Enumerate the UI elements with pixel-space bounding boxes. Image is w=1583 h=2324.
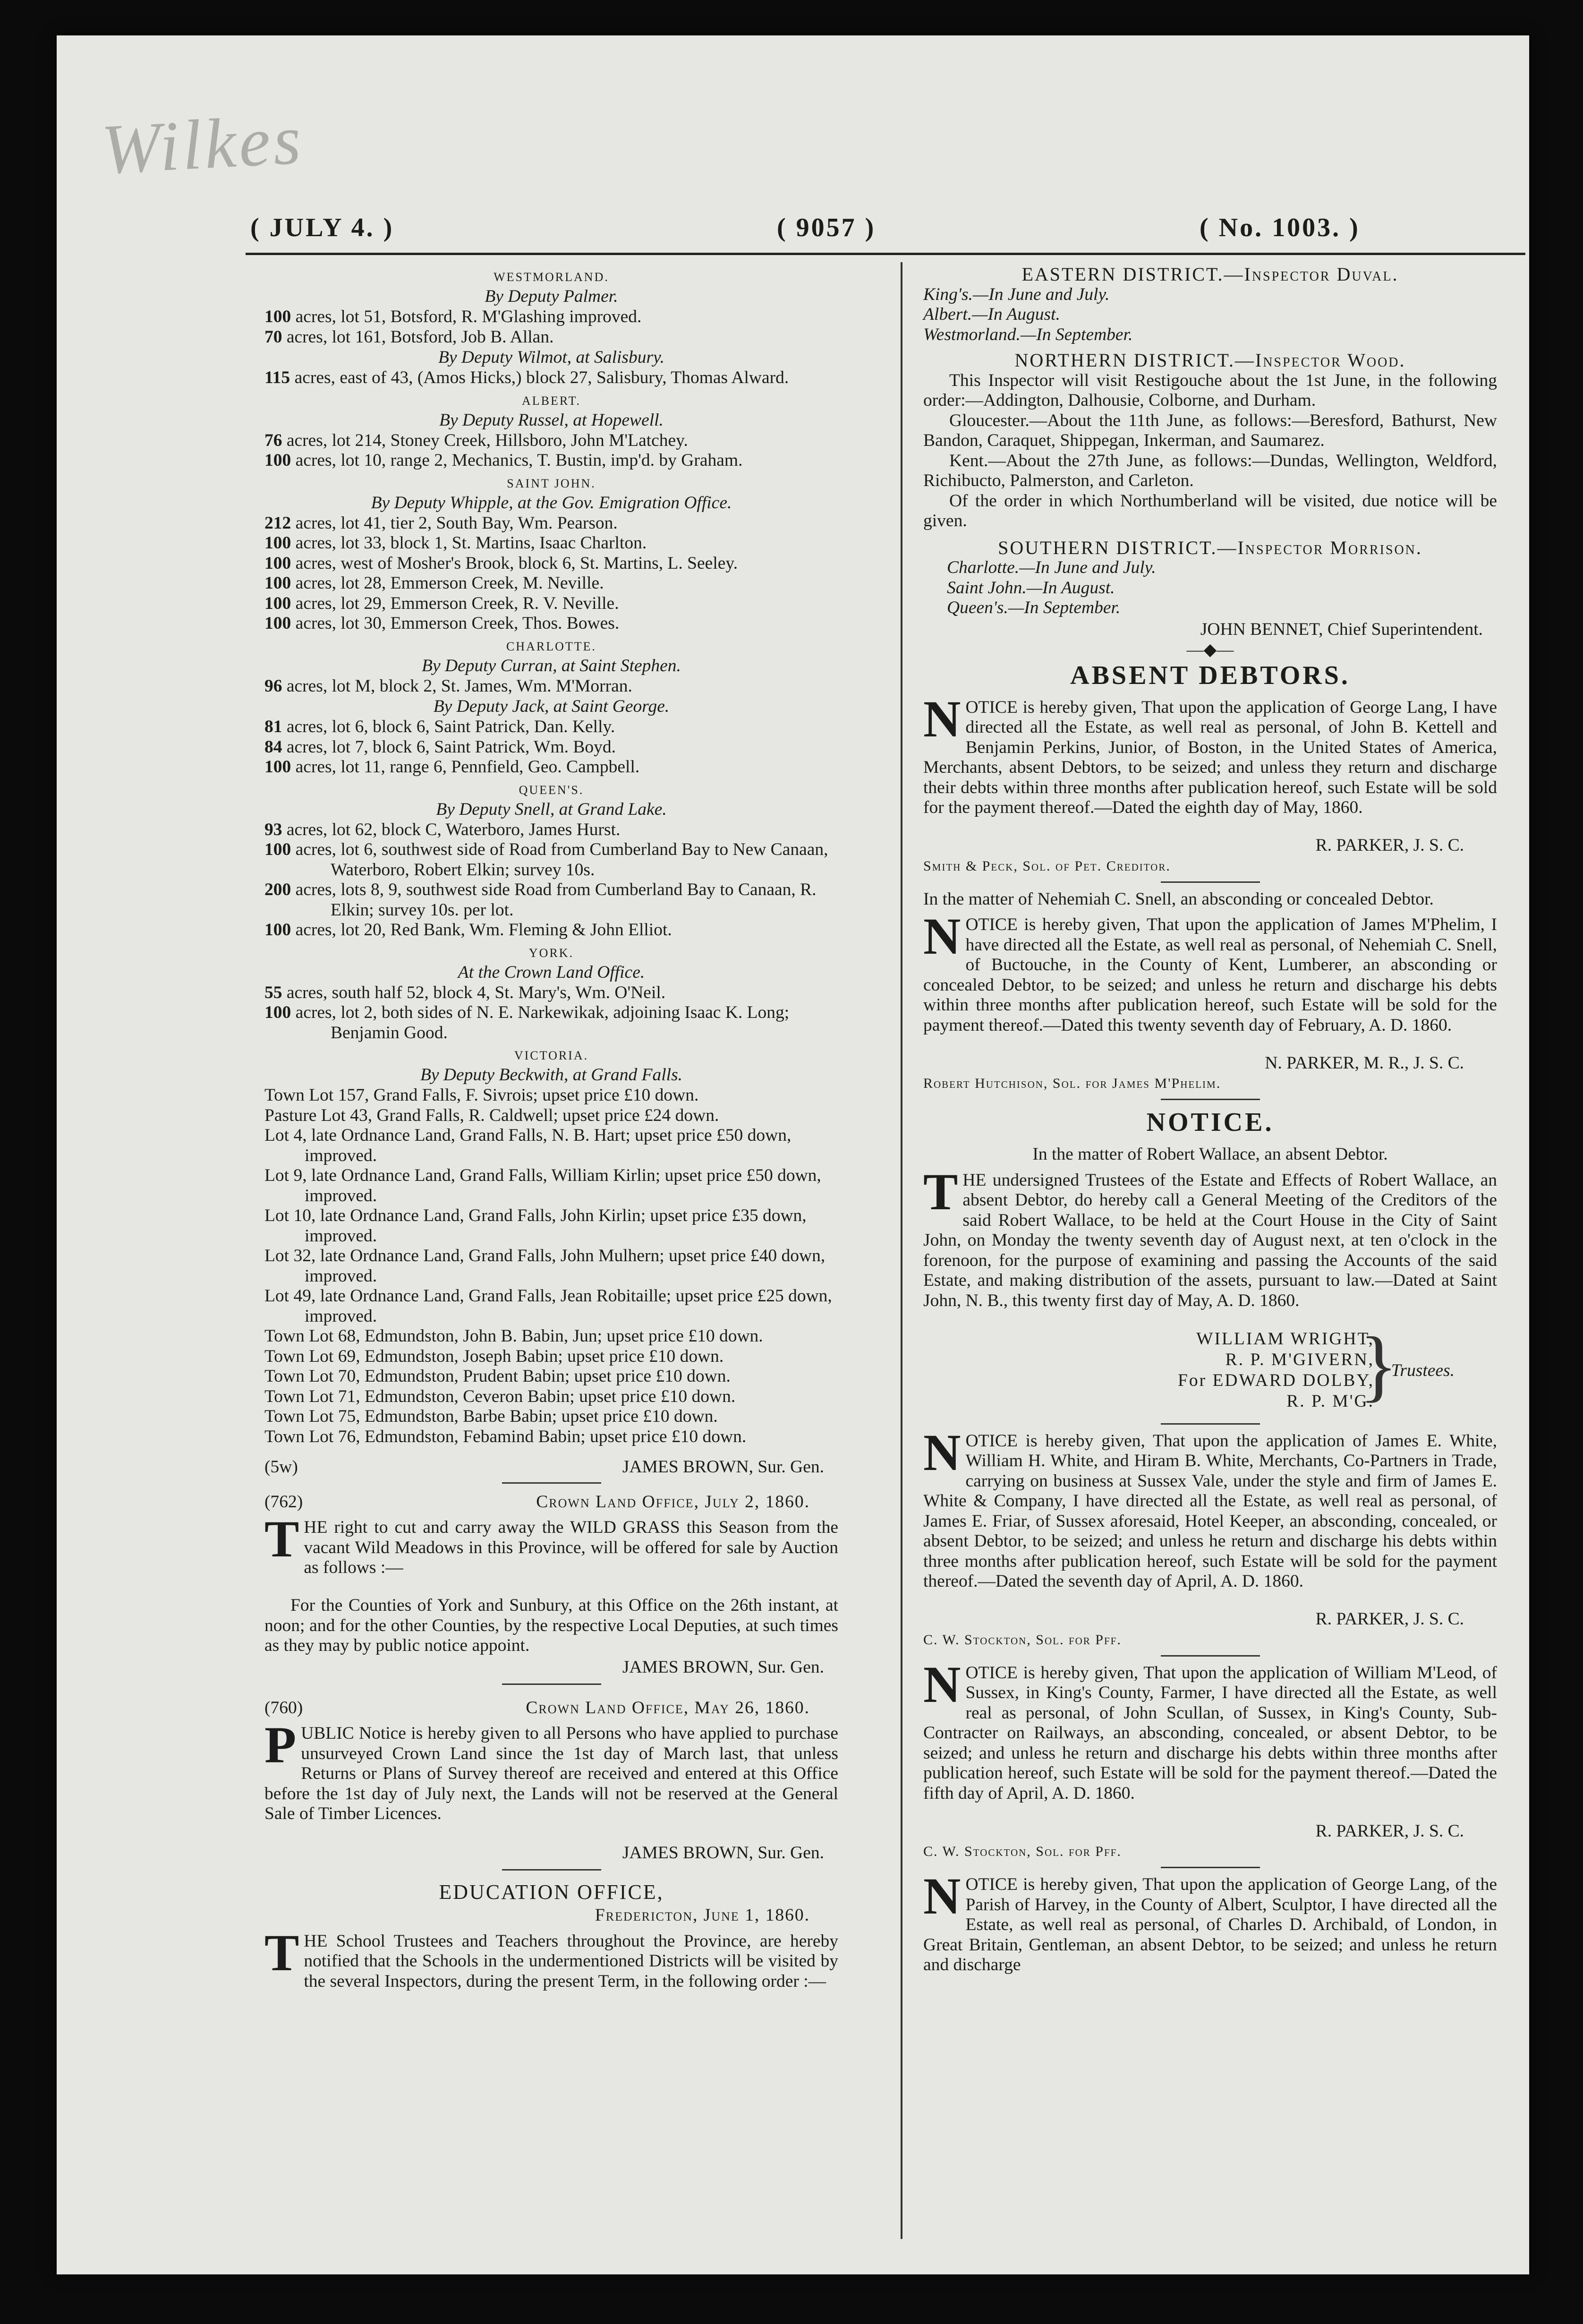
wild-grass-notice: THE right to cut and carry away the WILD GRASS this Season from the vacant Wild Meadows in this Province, will be offered for sale by Auction as follows :—	[264, 1510, 838, 1577]
trustee-name: For EDWARD DOLBY,	[1178, 1370, 1374, 1390]
signature: R. PARKER, J. S. C.	[1315, 836, 1464, 855]
handwritten-annotation: Wilkes	[99, 100, 306, 189]
district-schedule-line: Charlotte.—In June and July.	[947, 558, 1156, 577]
land-entry: 100 acres, lot 2, both sides of N. E. Narkewikak, adjoining Isaac K. Long; Benjamin Good.	[264, 1003, 790, 1042]
signature: JAMES BROWN, Sur. Gen.	[622, 1457, 824, 1477]
deputy-line: By Deputy Whipple, at the Gov. Emigration Office.	[371, 493, 732, 513]
notice-title: NOTICE.	[1146, 1108, 1274, 1137]
ornament-divider: —◆—	[1186, 640, 1234, 659]
section-rule	[502, 1482, 601, 1484]
county-heading-albert: ALBERT.	[521, 393, 581, 408]
land-entry: 81 acres, lot 6, block 6, Saint Patrick, Dan. Kelly.	[264, 717, 615, 736]
gazette-page	[57, 35, 1529, 2274]
deputy-line: By Deputy Beckwith, at Grand Falls.	[420, 1065, 683, 1085]
trustee-name: R. P. M'GIVERN,	[1225, 1350, 1374, 1369]
town-lot-entry: Town Lot 157, Grand Falls, F. Sivrois; upset price £10 down.	[264, 1085, 699, 1105]
section-rule	[1161, 1423, 1260, 1425]
deputy-line: By Deputy Palmer.	[485, 287, 618, 306]
wild-grass-paragraph: For the Counties of York and Sunbury, at this Office on the 26th instant, at noon; and for the other Counties, by the respective Local Deputies, at such times as they may by public notice appoint.	[264, 1596, 838, 1655]
notice-code: (5w)	[264, 1457, 298, 1477]
town-lot-entry: Town Lot 71, Edmundston, Ceveron Babin; upset price £10 down.	[264, 1386, 736, 1406]
education-dateline: Fredericton, June 1, 1860.	[595, 1905, 810, 1925]
public-notice: PUBLIC Notice is hereby given to all Persons who have applied to purchase unsurveyed Crown Land since the 1st day of March last, that unless Returns or Plans of Survey thereof are received and entered at this Office before the 1st day of July next, the Lands will not be reserved at the General Sale of Timber Licences.	[264, 1716, 838, 1823]
left-column	[264, 265, 838, 2009]
debtor-notice: NOTICE is hereby given, That upon the application of James M'Phelim, I have directed all the Estate, as well real as personal, of Nehemiah C. Snell, of Buctouche, in the County of Kent, Lumberer, an absconding or concealed Debtor, to be seized; and unless he return and discharge his debts within three months after publication hereof, such Estate will be sold for the payment thereof.—Dated this twenty seventh day of February, A. D. 1860.	[923, 907, 1497, 1035]
section-rule	[1161, 1655, 1260, 1657]
drop-cap: P	[264, 1716, 297, 1774]
office-dateline: Crown Land Office, July 2, 1860.	[536, 1492, 810, 1512]
town-lot-entry: Lot 49, late Ordnance Land, Grand Falls, Jean Robitaille; upset price £25 down, improved.	[264, 1286, 832, 1326]
header-page-number: ( 9057 )	[777, 213, 876, 242]
land-entry: 93 acres, lot 62, block C, Waterboro, James Hurst.	[264, 820, 621, 839]
signature: R. PARKER, J. S. C.	[1315, 1821, 1464, 1841]
debtor-notice: NOTICE is hereby given, That upon the application of George Lang, I have directed all the Estate, as well real as personal, of John B. Kettell and Benjamin Perkins, Junior, of Boston, in the United States of America, Merchants, absent Debtors, to be seized; and unless they return and discharge their debts within three months after publication hereof, such Estate will be sold for the payment thereof.—Dated the eighth day of May, 1860.	[923, 690, 1497, 817]
district-paragraph: This Inspector will visit Restigouche about the 1st June, in the following order:—Addington, Dalhousie, Colborne, and Durham.	[923, 370, 1497, 410]
drop-cap: T	[264, 1923, 299, 1982]
section-rule	[502, 1869, 601, 1871]
drop-cap: T	[264, 1510, 299, 1568]
trustees-signature-block	[923, 1320, 1497, 1418]
county-heading-victoria: VICTORIA.	[514, 1049, 589, 1062]
header-date: ( JULY 4. )	[250, 213, 394, 242]
debtor-notice: NOTICE is hereby given, That upon the application of William M'Leod, of Sussex, in King's County, Farmer, I have directed all the Estate, as well real as personal, of John Scullan, of Sussex, in King's County, Sub-Contracter on Railways, an absconding, concealed, or absent Debtor, to be seized; and unless he return and discharge his debts within three months after publication hereof, such Estate will be sold for the payment thereof.—Dated the fifth day of April, A. D. 1860.	[923, 1655, 1497, 1803]
column-divider	[901, 262, 902, 2239]
deputy-line: By Deputy Jack, at Saint George.	[433, 697, 670, 716]
land-entry: 200 acres, lots 8, 9, southwest side Road from Cumberland Bay to Canaan, R. Elkin; survey 10s. per lot.	[264, 880, 817, 920]
land-entry: 55 acres, south half 52, block 4, St. Mary's, Wm. O'Neil.	[264, 983, 666, 1002]
absent-debtors-title: ABSENT DEBTORS.	[1070, 660, 1350, 690]
land-entry: 70 acres, lot 161, Botsford, Job B. Allan.	[264, 327, 554, 347]
matter-line: In the matter of Robert Wallace, an absent Debtor.	[1032, 1145, 1388, 1164]
district-heading-northern: NORTHERN DISTRICT.—Inspector Wood.	[1014, 350, 1406, 371]
deputy-line: By Deputy Wilmot, at Salisbury.	[438, 348, 665, 367]
matter-line: In the matter of Nehemiah C. Snell, an absconding or concealed Debtor.	[923, 889, 1434, 909]
town-lot-entry: Lot 4, late Ordnance Land, Grand Falls, N. B. Hart; upset price £50 down, improved.	[264, 1126, 792, 1165]
signature: JAMES BROWN, Sur. Gen.	[622, 1657, 824, 1677]
district-heading-eastern: EASTERN DISTRICT.—Inspector Duval.	[1021, 264, 1399, 285]
signature: JOHN BENNET, Chief Superintendent.	[1200, 619, 1483, 639]
signature: JAMES BROWN, Sur. Gen.	[622, 1843, 824, 1863]
town-lot-entry: Lot 10, late Ordnance Land, Grand Falls, John Kirlin; upset price £35 down, improved.	[264, 1206, 807, 1246]
dateline	[264, 1698, 838, 1718]
town-lot-entry: Town Lot 75, Edmundston, Barbe Babin; upset price £10 down.	[264, 1407, 718, 1426]
solicitor-line: Robert Hutchison, Sol. for James M'Phelim.	[923, 1076, 1221, 1091]
debtor-notice: NOTICE is hereby given, That upon the application of George Lang, of the Parish of Harvey, in the County of Albert, Sculptor, I have directed all the Estate, as well real as personal, of Charles D. Archibald, of London, in Great Britain, Gentleman, an absent Debtor, to be seized; and unless he return and discharge	[923, 1867, 1497, 1974]
land-entry: 100 acres, lot 10, range 2, Mechanics, T. Bustin, imp'd. by Graham.	[264, 451, 743, 470]
town-lot-entry: Town Lot 68, Edmundston, John B. Babin, Jun; upset price £10 down.	[264, 1326, 763, 1346]
district-paragraph: Gloucester.—About the 11th June, as follows:—Beresford, Bathurst, New Bandon, Caraquet, Shippegan, Inkerman, and Saumarez.	[923, 410, 1497, 450]
district-schedule-line: Albert.—In August.	[923, 305, 1060, 324]
section-rule	[1161, 1099, 1260, 1100]
section-rule	[1161, 1867, 1260, 1868]
district-heading-southern: SOUTHERN DISTRICT.—Inspector Morrison.	[998, 537, 1422, 558]
section-rule	[1161, 881, 1260, 883]
town-lot-entry: Town Lot 70, Edmundston, Prudent Babin; upset price £10 down.	[264, 1367, 731, 1386]
land-entry: 100 acres, lot 29, Emmerson Creek, R. V. Neville.	[264, 593, 619, 613]
land-entry: 100 acres, lot 6, southwest side of Road from Cumberland Bay to New Canaan, Waterboro, Robert Elkin; survey 10s.	[264, 840, 828, 880]
county-heading-westmorland: WESTMORLAND.	[494, 270, 609, 284]
land-entry: 100 acres, lot 28, Emmerson Creek, M. Neville.	[264, 573, 604, 593]
dateline	[264, 1492, 838, 1512]
right-column	[923, 265, 1497, 1993]
town-lot-entry: Town Lot 69, Edmundston, Joseph Babin; upset price £10 down.	[264, 1346, 724, 1366]
header-rule	[246, 253, 1525, 255]
land-entry: 100 acres, lot 11, range 6, Pennfield, Geo. Campbell.	[264, 757, 640, 777]
county-heading-york: YORK.	[528, 946, 574, 960]
office-dateline: Crown Land Office, May 26, 1860.	[526, 1698, 810, 1717]
land-entry: 115 acres, east of 43, (Amos Hicks,) block 27, Salisbury, Thomas Alward.	[264, 368, 789, 387]
district-schedule-line: Westmorland.—In September.	[923, 325, 1133, 344]
district-schedule-line: Queen's.—In September.	[947, 598, 1121, 617]
district-paragraph: Of the order in which Northumberland will be visited, due notice will be given.	[923, 491, 1497, 530]
deputy-line: By Deputy Curran, at Saint Stephen.	[422, 656, 681, 675]
solicitor-line: Smith & Peck, Sol. of Pet. Creditor.	[923, 858, 1171, 874]
land-entry: 96 acres, lot M, block 2, St. James, Wm. M'Morran.	[264, 676, 632, 696]
education-office-title: EDUCATION OFFICE,	[439, 1880, 664, 1904]
county-heading-queens: QUEEN'S.	[519, 783, 584, 797]
debtor-notice: NOTICE is hereby given, That upon the application of James E. White, William H. White, and Hiram B. White, Merchants, Co-Partners in Trade, carrying on business at Sussex Vale, under the style and firm of James E. White & Company, I have directed all the Estate, as well real as personal, of James E. Friar, of Sussex aforesaid, Hotel Keeper, an absconding, concealed, or absent Debtor, to be seized; and unless he return and discharge his debts within three months after publication hereof, such Estate will be sold for the payment thereof.—Dated the seventh day of April, A. D. 1860.	[923, 1423, 1497, 1591]
trustee-name: R. P. M'G.	[1286, 1391, 1374, 1411]
town-lot-entry: Lot 9, late Ordnance Land, Grand Falls, William Kirlin; upset price £50 down, improved.	[264, 1166, 821, 1205]
land-entry: 100 acres, lot 20, Red Bank, Wm. Fleming & John Elliot.	[264, 920, 672, 940]
land-entry: 100 acres, west of Mosher's Brook, block 6, St. Martins, L. Seeley.	[264, 553, 738, 573]
notice-code: (762)	[264, 1492, 303, 1512]
signature-line	[264, 1457, 838, 1478]
deputy-line: At the Crown Land Office.	[458, 962, 645, 982]
header-issue-number: ( No. 1003. )	[1200, 213, 1360, 242]
brace-glyph: }	[1359, 1320, 1398, 1410]
solicitor-line: C. W. Stockton, Sol. for Pff.	[923, 1844, 1122, 1859]
town-lot-entry: Lot 32, late Ordnance Land, Grand Falls, John Mulhern; upset price £40 down, improved.	[264, 1246, 826, 1286]
land-entry: 100 acres, lot 30, Emmerson Creek, Thos. Bowes.	[264, 614, 620, 633]
education-notice: THE School Trustees and Teachers throughout the Province, are hereby notified that the Schools in the undermentioned Districts will be visited by the several Inspectors, during the present Term, in the following order :—	[264, 1923, 838, 1991]
trustees-notice: THE undersigned Trustees of the Estate and Effects of Robert Wallace, an absent Debtor, do hereby call a General Meeting of the Creditors of the said Robert Wallace, to be held at the Court House in the City of Saint John, on Monday the twenty seventh day of August next, at ten o'clock in the forenoon, for the purpose of examining and passing the Accounts of the said Estate, and making distribution of the assets, pursuant to law.—Dated at Saint John, N. B., this twenty first day of May, A. D. 1860.	[923, 1162, 1497, 1310]
deputy-line: By Deputy Snell, at Grand Lake.	[436, 799, 667, 819]
county-heading-saint-john: SAINT JOHN.	[507, 476, 596, 490]
land-entry: 76 acres, lot 214, Stoney Creek, Hillsboro, John M'Latchey.	[264, 430, 688, 450]
land-entry: 100 acres, lot 33, block 1, St. Martins, Isaac Charlton.	[264, 533, 647, 553]
section-rule	[502, 1683, 601, 1685]
trustee-name: WILLIAM WRIGHT,	[1196, 1329, 1374, 1349]
solicitor-line: C. W. Stockton, Sol. for Pff.	[923, 1632, 1122, 1648]
deputy-line: By Deputy Russel, at Hopewell.	[439, 410, 664, 430]
trustees-label: Trustees.	[1391, 1360, 1455, 1380]
land-entry: 100 acres, lot 51, Botsford, R. M'Glashing improved.	[264, 307, 642, 326]
notice-code: (760)	[264, 1698, 303, 1717]
district-schedule-line: King's.—In June and July.	[923, 284, 1110, 304]
signature: R. PARKER, J. S. C.	[1315, 1609, 1464, 1629]
district-schedule-line: Saint John.—In August.	[947, 578, 1115, 598]
district-paragraph: Kent.—About the 27th June, as follows:—Dundas, Wellington, Weldford, Richibucto, Palmerston, and Carleton.	[923, 451, 1497, 490]
county-heading-charlotte: CHARLOTTE.	[506, 639, 597, 653]
land-entry: 84 acres, lot 7, block 6, Saint Patrick, Wm. Boyd.	[264, 737, 616, 757]
town-lot-entry: Town Lot 76, Edmundston, Febamind Babin; upset price £10 down.	[264, 1427, 747, 1446]
signature: N. PARKER, M. R., J. S. C.	[1265, 1053, 1464, 1073]
town-lot-entry: Pasture Lot 43, Grand Falls, R. Caldwell; upset price £24 down.	[264, 1105, 719, 1125]
land-entry: 212 acres, lot 41, tier 2, South Bay, Wm. Pearson.	[264, 513, 618, 533]
